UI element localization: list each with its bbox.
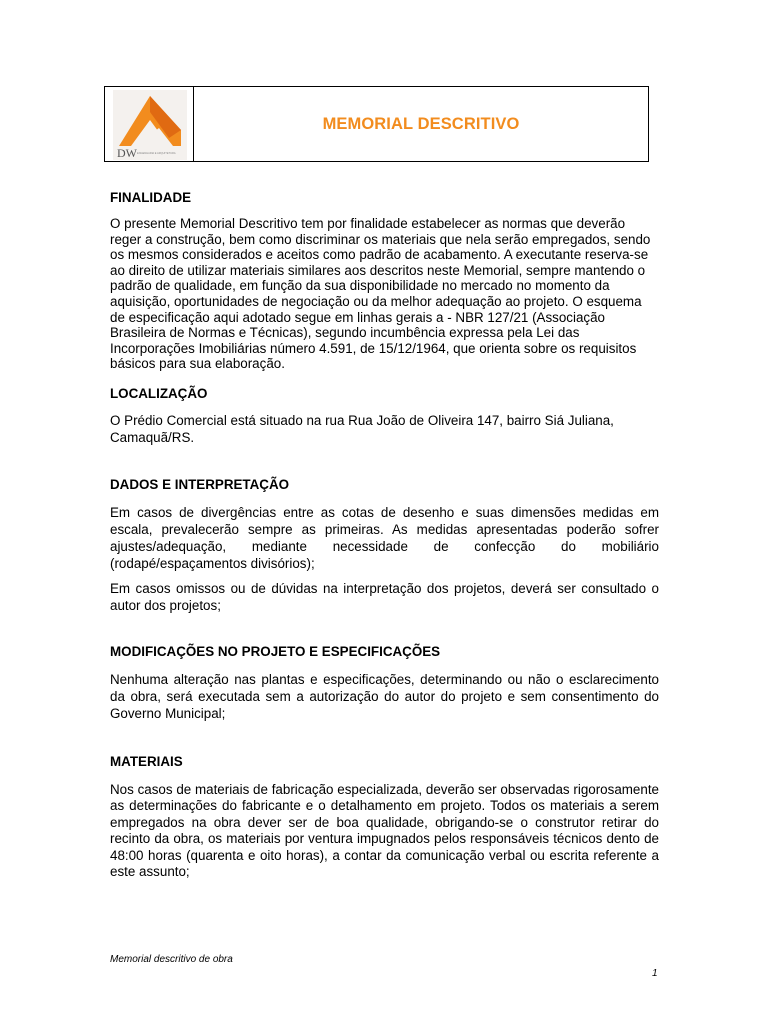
logo-monogram: DW xyxy=(117,146,137,160)
section-heading-dados: DADOS E INTERPRETAÇÃO xyxy=(110,476,290,492)
document-header xyxy=(104,86,649,162)
document-title: MEMORIAL DESCRITIVO xyxy=(322,114,520,133)
section-body-materiais: Nos casos de materiais de fabricação especializada, deverão ser observadas rigorosamente as determinações do fabricante e o detalhamento em projeto. Todos os materiais a serem empregados na obra dever ser de boa qualidade, obrigando-se o construtor retirar do recinto da obra, os materiais por ventura impugnados pelos responsáveis técnicos dento de 48:00 horas (quarenta e oito horas), a contar da comunicação verbal ou escrita referente a este assunto; xyxy=(110,781,659,880)
logo-tagline: ENGENHARIA E ARQUITETURA xyxy=(137,152,176,155)
footer-note: Memorial descritivo de obra xyxy=(110,954,233,965)
section-body-finalidade: O presente Memorial Descritivo tem por finalidade estabelecer as normas que deverão reger a construção, bem como discriminar os materiais que nela serão empregados, sendo os mesmos considerados e aceitos como padrão de acabamento. A executante reserva-se ao direito de utilizar materiais similares aos descritos neste Memorial, sempre mantendo o padrão de qualidade, em função da sua disponibilidade no mercado no momento da aquisição, oportunidades de negociação ou da melhor adequação ao projeto. O esquema de especificação aqui adotado segue em linhas gerais a - NBR 127/21 (Associação Brasileira de Normas e Técnicas), segundo incumbência expressa pela Lei das Incorporações Imobiliárias número 4.591, de 15/12/1964, que orienta sobre os requisitos básicos para sua elaboração. xyxy=(110,216,651,372)
document-body xyxy=(110,190,659,881)
company-logo xyxy=(113,90,187,160)
section-heading-localizacao: LOCALIZAÇÃO xyxy=(110,385,208,401)
section-heading-modificacoes: MODIFICAÇÕES NO PROJETO E ESPECIFICAÇÕES xyxy=(110,643,441,659)
section-body-dados-1: Em casos de divergências entre as cotas de desenho e suas dimensões medidas em escala, prevalecerão sempre as primeiras. As medidas apresentadas poderão sofrer ajustes/adequação, mediante necessidade de confecção do mobiliário (rodapé/espaçamentos divisórios); xyxy=(110,504,659,571)
section-body-modificacoes: Nenhuma alteração nas plantas e especificações, determinando ou não o esclarecimento da obra, será executada sem a autorização do autor do projeto e sem consentimento do Governo Municipal; xyxy=(110,671,659,721)
section-heading-materiais: MATERIAIS xyxy=(110,753,183,769)
section-body-localizacao: O Prédio Comercial está situado na rua Rua João de Oliveira 147, bairro Siá Juliana, Camaquã/RS. xyxy=(110,412,614,445)
section-body-dados-2: Em casos omissos ou de dúvidas na interpretação dos projetos, deverá ser consultado o autor dos projetos; xyxy=(110,580,659,613)
title-cell xyxy=(194,87,648,161)
logo-cell xyxy=(105,87,194,161)
page-number: 1 xyxy=(652,968,658,979)
section-heading-finalidade: FINALIDADE xyxy=(110,190,192,205)
